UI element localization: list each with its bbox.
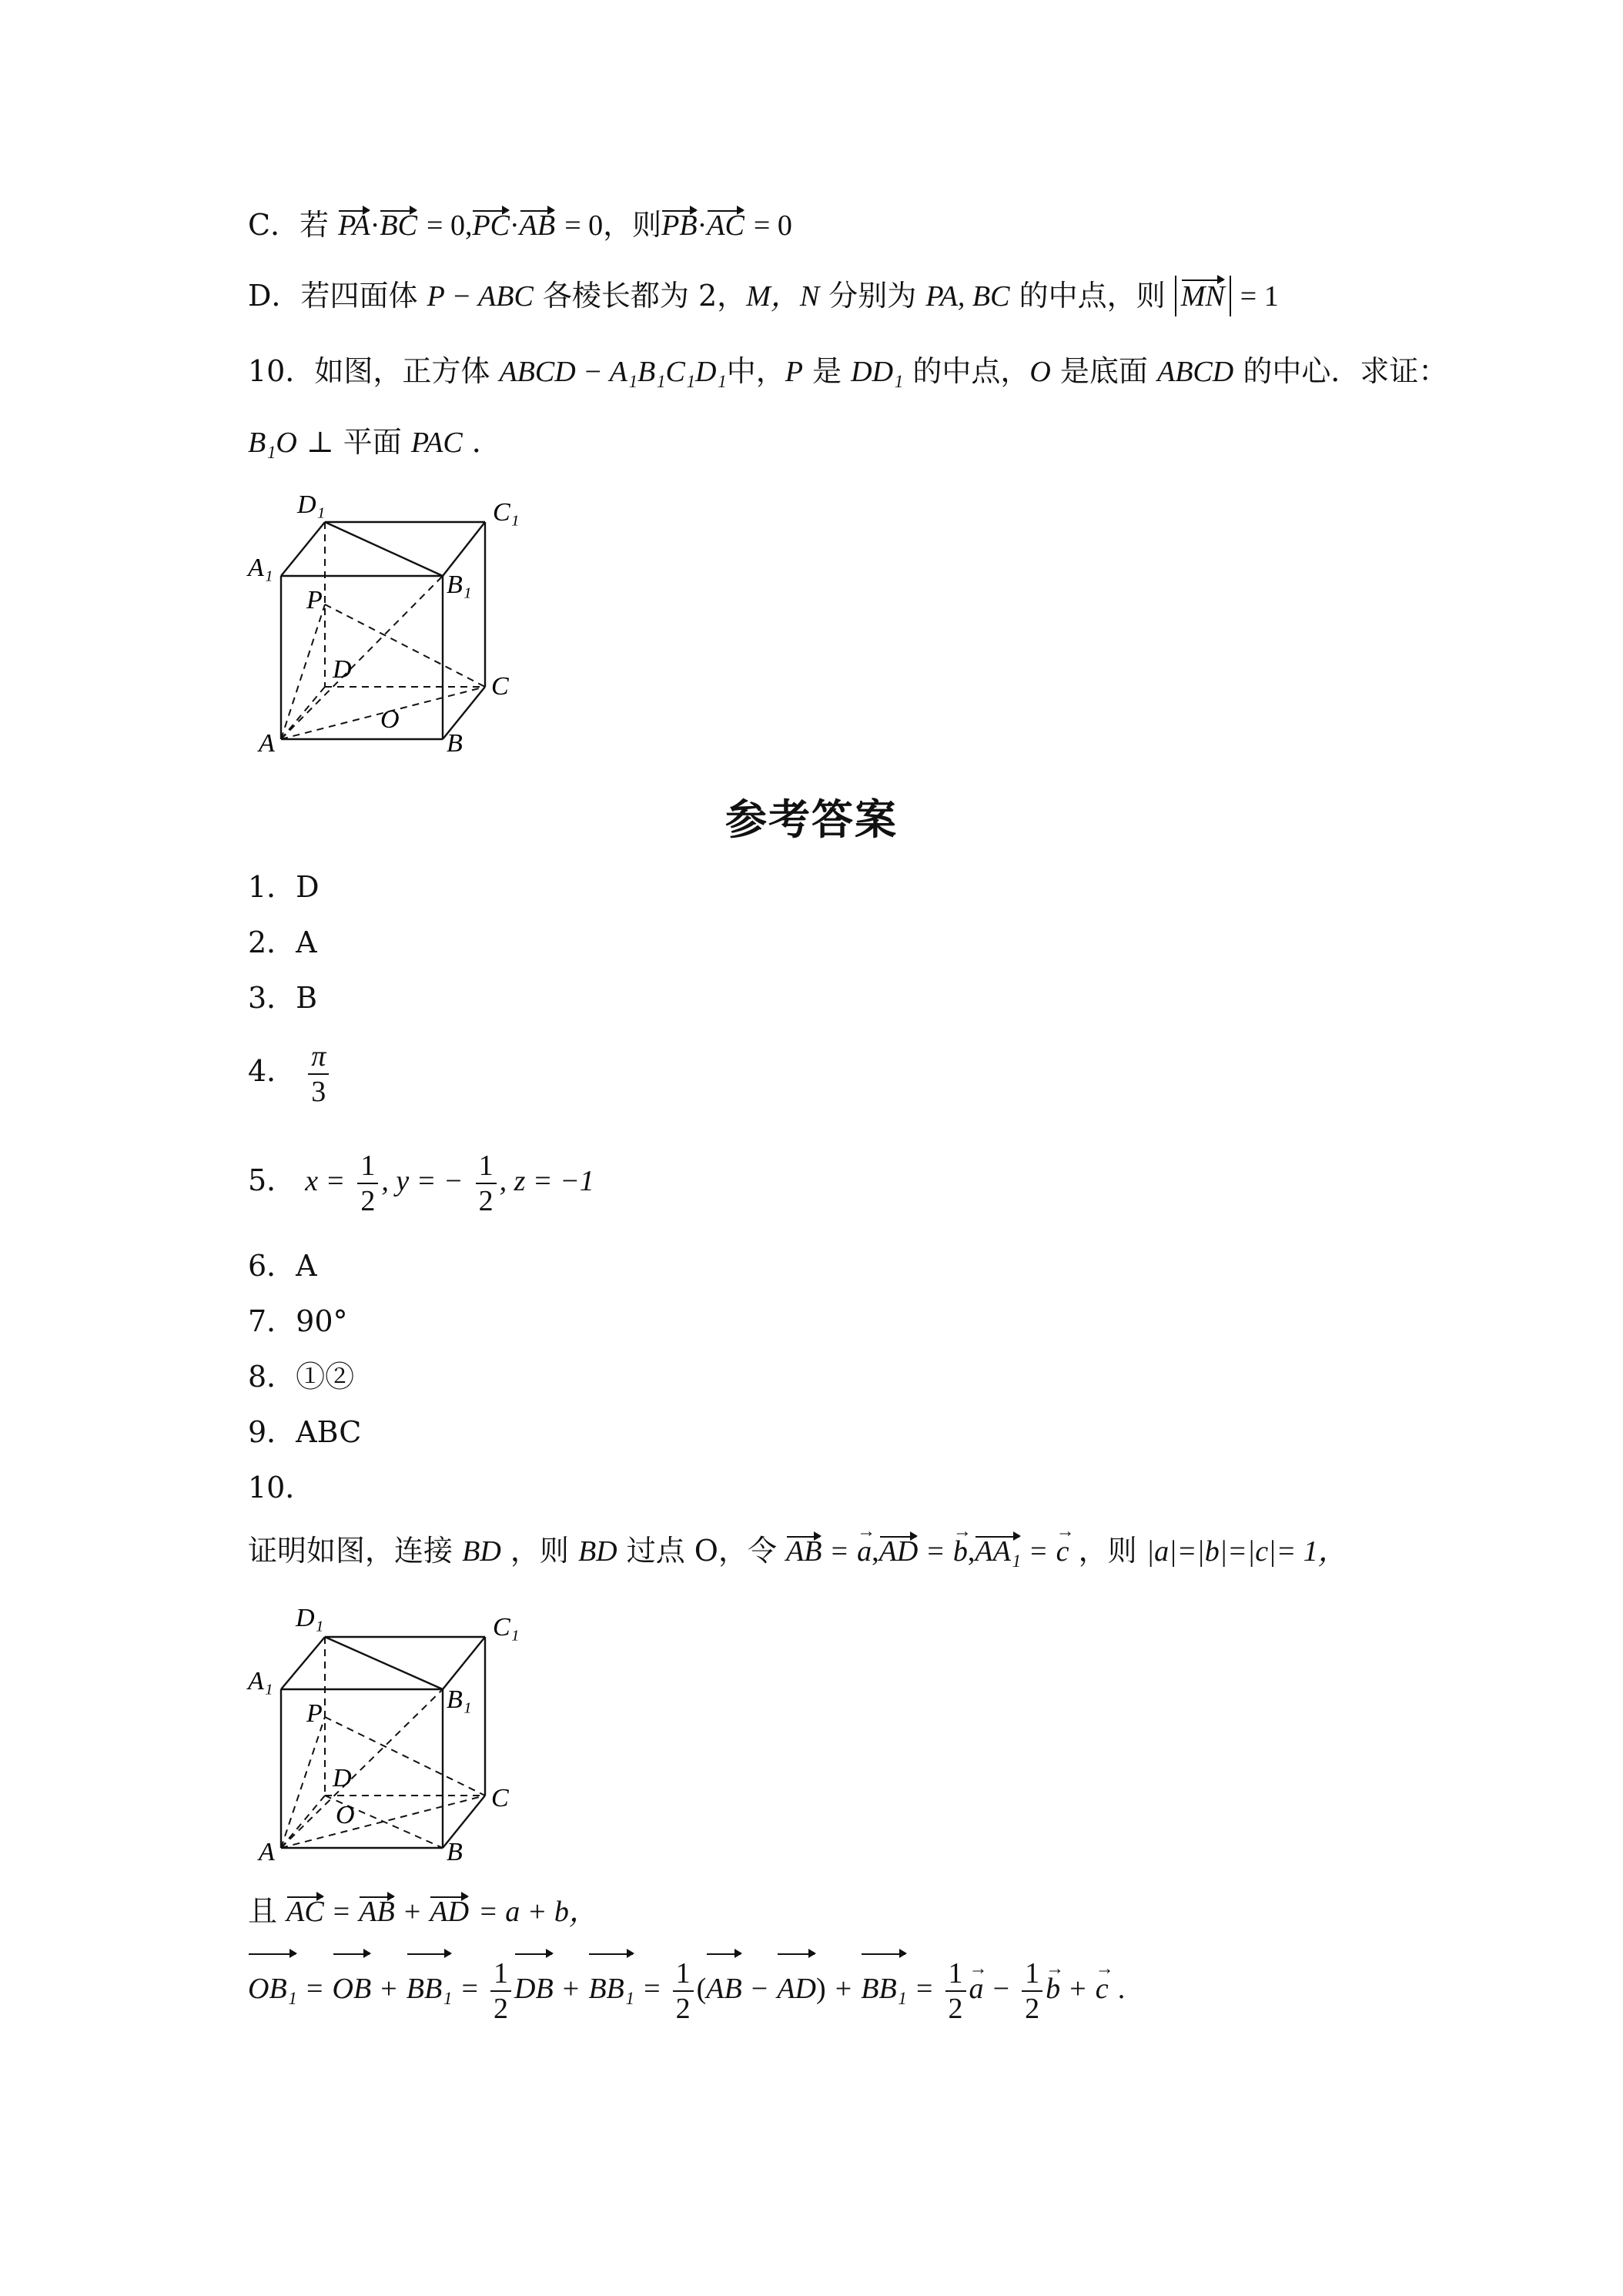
vec-bb1-c: BB₁: [861, 1950, 907, 2027]
q10-mid5: 的中心．求证：: [1243, 354, 1448, 388]
then-text: ，则: [603, 208, 662, 242]
answer-2: 2．A: [248, 925, 317, 959]
proof-line-1: 证明如图，连接 BD ，则 BD 过点 O，令 AB = a →,AD = b →,AA₁ = c → ，则 |a|=|b|=|c|= 1，: [248, 1532, 1347, 1570]
half-y-n: 1: [476, 1149, 497, 1184]
answer-7: 7．90°: [248, 1304, 348, 1338]
vec-b: b →: [953, 1533, 968, 1570]
abcd-label: ABCD: [1157, 356, 1234, 388]
pi-over-3: [308, 1039, 329, 1109]
frac-half-3: $\frac{1}{2}$: [945, 1956, 966, 2026]
perp-plane-text: ⊥ 平面: [306, 425, 402, 459]
label-b1-2: B₁: [447, 1685, 472, 1714]
label-c1-2: C₁: [493, 1613, 520, 1642]
label-b1: B₁: [447, 571, 472, 599]
proof-p2-a: 且: [248, 1894, 278, 1928]
answer-5: [248, 1146, 594, 1218]
q10-mid4: 是底面: [1059, 354, 1148, 388]
proof-p1-a: 证明如图，连接: [248, 1534, 453, 1568]
proof-p2-eq: =: [333, 1896, 350, 1928]
eq-mn: = 1: [1240, 280, 1279, 313]
q10-mid3: 的中点，: [912, 354, 1030, 388]
half-y: [476, 1149, 497, 1218]
half-x-n: 1: [357, 1149, 378, 1184]
label-o-2: O: [336, 1801, 355, 1829]
answer-5-z: , z = −1: [499, 1165, 594, 1197]
proof-p1-d: ，则: [1078, 1534, 1137, 1568]
vec-ac: AC: [707, 207, 745, 244]
half-y-d: 2: [478, 1184, 494, 1217]
answers-title: 参考答案: [725, 795, 898, 844]
vec-ob1: OB₁: [248, 1950, 297, 2027]
proof-p2-res: = a + b，: [478, 1896, 598, 1928]
q10-end: ．: [471, 425, 501, 459]
vec-b-2: b →: [1046, 1950, 1060, 2027]
cube-figure-2: [245, 1594, 537, 1871]
vec-c-2: c →: [1096, 1950, 1109, 2027]
proof-bd2: BD: [577, 1535, 617, 1568]
answer-6: 6．A: [248, 1249, 317, 1283]
vec-c: c →: [1056, 1533, 1069, 1570]
label-a-2: A: [259, 1838, 275, 1866]
answer-4-num: 4．: [248, 1054, 296, 1088]
label-b: B: [447, 729, 463, 758]
answer-10: 10．: [248, 1471, 315, 1504]
label-a: A: [259, 729, 275, 758]
proof-p2-plus: +: [403, 1896, 421, 1928]
vec-pb: PB: [661, 207, 697, 244]
eq-2: = 0: [564, 209, 604, 242]
answer-1: 1．D: [248, 870, 320, 904]
vec-ad-proof-3: AD: [777, 1950, 816, 2027]
vec-pa: PA: [338, 207, 370, 244]
proof-end: .: [1117, 1973, 1126, 2005]
vec-ab-proof-2: AB: [359, 1893, 394, 1930]
label-o: O: [380, 705, 400, 734]
vec-ad-proof-2: AD: [430, 1893, 469, 1930]
label-c1: C₁: [493, 498, 520, 527]
cube-figure-1: [245, 485, 537, 762]
vec-pc: PC: [472, 207, 510, 244]
half-x-d: 2: [360, 1184, 376, 1217]
q10-mid1: 中，: [726, 354, 785, 388]
label-d1-2: D₁: [296, 1604, 324, 1632]
pac-label: PAC: [410, 427, 463, 459]
question-10-line2: [248, 423, 501, 461]
proof-p1-b: ，则: [510, 1534, 569, 1568]
option-d-text2: 分别为: [828, 279, 917, 313]
b1o-label: B₁O: [248, 427, 297, 459]
vec-ac-proof: AC: [286, 1893, 324, 1930]
cube-label: ABCD − A₁B₁C₁D₁: [499, 356, 727, 388]
label-a1-2: A₁: [248, 1667, 273, 1695]
frac-half-1: $\frac{1}{2}$: [490, 1956, 511, 2026]
vec-ab-proof: AB: [786, 1533, 822, 1570]
label-p: P: [306, 586, 323, 614]
proof-line-3: OB₁ = OB + BB₁ = $\frac{1}{2}$ DB + BB₁ = $\frac{1}{2}$ (AB − AD) + BB₁ = $\frac{1}{2}$ a → − $\frac{1}{2}$ b → + c → .: [248, 1950, 1125, 2027]
eq-3: = 0: [753, 209, 792, 242]
q10-prefix: 10．如图，正方体: [248, 354, 490, 388]
option-d-text3: 的中点，则: [1019, 279, 1166, 313]
vec-bb1-a: BB₁: [407, 1950, 453, 2027]
proof-line-2: [248, 1893, 598, 1930]
vec-ab-proof-3: AB: [706, 1950, 741, 2027]
label-p-2: P: [306, 1699, 323, 1728]
answer-3: 3．B: [248, 981, 318, 1015]
abs-equal: |a|=|b|=|c|= 1，: [1146, 1535, 1347, 1568]
vec-db: DB: [514, 1950, 554, 2027]
pa-bc-label: PA, BC: [925, 280, 1010, 313]
point-p: P: [785, 356, 803, 388]
option-c-prefix: C．若: [248, 208, 330, 242]
dot-1: ·: [370, 209, 380, 242]
abs-mn: MN: [1175, 276, 1231, 316]
answer-8: 8．①②: [248, 1360, 355, 1394]
vec-bb1-b: BB₁: [588, 1950, 634, 2027]
option-d: [248, 276, 1279, 316]
label-d-2: D: [333, 1764, 352, 1792]
label-d: D: [333, 655, 352, 684]
frac-half-4: $\frac{1}{2}$: [1022, 1956, 1042, 2026]
answer-5-x: x =: [305, 1165, 346, 1197]
vec-ab: AB: [520, 207, 555, 244]
dd1-label: DD₁: [851, 356, 904, 388]
half-x: [357, 1149, 378, 1218]
vec-a-2: a →: [969, 1950, 984, 2027]
answer-5-num: 5．: [248, 1163, 296, 1197]
answer-4: [248, 1036, 332, 1109]
answer-9: 9．ABC: [248, 1415, 362, 1449]
proof-bd: BD: [462, 1535, 501, 1568]
point-o: O: [1029, 356, 1051, 388]
tetrahedron-label: P − ABC: [427, 280, 534, 313]
label-c-2: C: [491, 1784, 509, 1812]
answer-5-y: , y = −: [381, 1165, 463, 1197]
eq-1: = 0,: [427, 209, 473, 242]
option-d-prefix: D．若四面体: [248, 279, 418, 313]
option-d-text1: 各棱长都为 2，: [542, 279, 747, 313]
answer-4-top: π: [308, 1039, 329, 1075]
vec-bc: BC: [380, 207, 417, 244]
vec-ob: OB: [333, 1950, 372, 2027]
frac-half-2: $\frac{1}{2}$: [673, 1956, 694, 2026]
question-10-line1: [248, 353, 1447, 390]
vec-ad-proof: AD: [879, 1533, 919, 1570]
answer-4-bot: 3: [311, 1075, 326, 1108]
label-b-2: B: [447, 1838, 463, 1866]
vec-aa1: AA₁: [975, 1533, 1021, 1570]
label-a1: A₁: [248, 554, 273, 582]
proof-p1-c: 过点 O，令: [626, 1534, 777, 1568]
mn-label: M，N: [746, 280, 820, 313]
vec-a: a →: [857, 1533, 872, 1570]
label-d1: D₁: [297, 490, 326, 519]
q10-mid2: 是: [812, 354, 842, 388]
option-c: C．若 PA·BC = 0,PC·AB = 0，则PB·AC = 0: [248, 206, 792, 244]
label-c: C: [491, 672, 509, 701]
